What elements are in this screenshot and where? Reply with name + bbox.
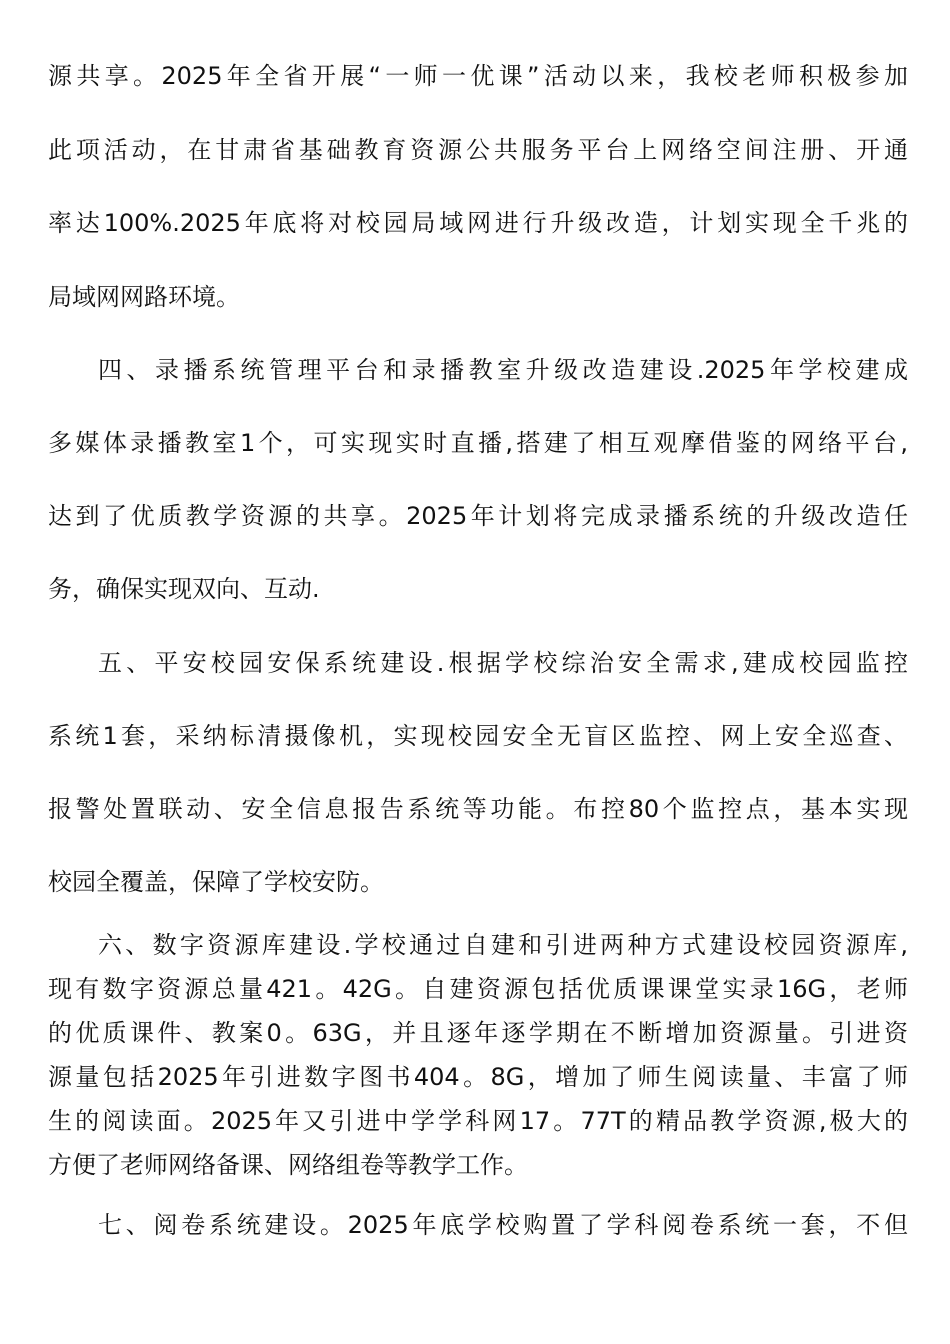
- section-heading-line: 七、阅卷系统建设。2025年底学校购置了学科阅卷系统一套，不但: [98, 1211, 908, 1239]
- text-line: 的优质课件、教案0。63G，并且逐年逐学期在不断增加资源量。引进资: [48, 1019, 908, 1047]
- section-heading-line: 六、数字资源库建设.学校通过自建和引进两种方式建设校园资源库,: [98, 931, 908, 959]
- text-line: 方便了老师网络备课、网络组卷等教学工作。: [48, 1151, 528, 1179]
- text-line: 报警处置联动、安全信息报告系统等功能。布控80个监控点，基本实现: [48, 795, 908, 823]
- text-line: 系统1套，采纳标清摄像机，实现校园安全无盲区监控、网上安全巡查、: [48, 722, 908, 750]
- text-line: 此项活动，在甘肃省基础教育资源公共服务平台上网络空间注册、开通: [48, 136, 908, 164]
- text-line: 多媒体录播教室1个，可实现实时直播,搭建了相互观摩借鉴的网络平台,: [48, 429, 908, 457]
- text-line: 生的阅读面。2025年又引进中学学科网17。77T的精品教学资源,极大的: [48, 1107, 908, 1135]
- text-line: 局域网网路环境。: [48, 283, 240, 311]
- text-line: 源量包括2025年引进数字图书404。8G，增加了师生阅读量、丰富了师: [48, 1063, 908, 1091]
- text-line: 达到了优质教学资源的共享。2025年计划将完成录播系统的升级改造任: [48, 502, 908, 530]
- text-line: 务，确保实现双向、互动.: [48, 575, 320, 603]
- text-line: 校园全覆盖，保障了学校安防。: [48, 868, 384, 896]
- text-line: 率达100%.2025年底将对校园局域网进行升级改造，计划实现全千兆的: [48, 209, 908, 237]
- text-line: 源共享。2025年全省开展“一师一优课”活动以来，我校老师积极参加: [48, 62, 908, 90]
- section-heading-line: 四、录播系统管理平台和录播教室升级改造建设.2025年学校建成: [98, 356, 908, 384]
- text-line: 现有数字资源总量421。42G。自建资源包括优质课课堂实录16G，老师: [48, 975, 908, 1003]
- section-heading-line: 五、平安校园安保系统建设.根据学校综治安全需求,建成校园监控: [98, 649, 908, 677]
